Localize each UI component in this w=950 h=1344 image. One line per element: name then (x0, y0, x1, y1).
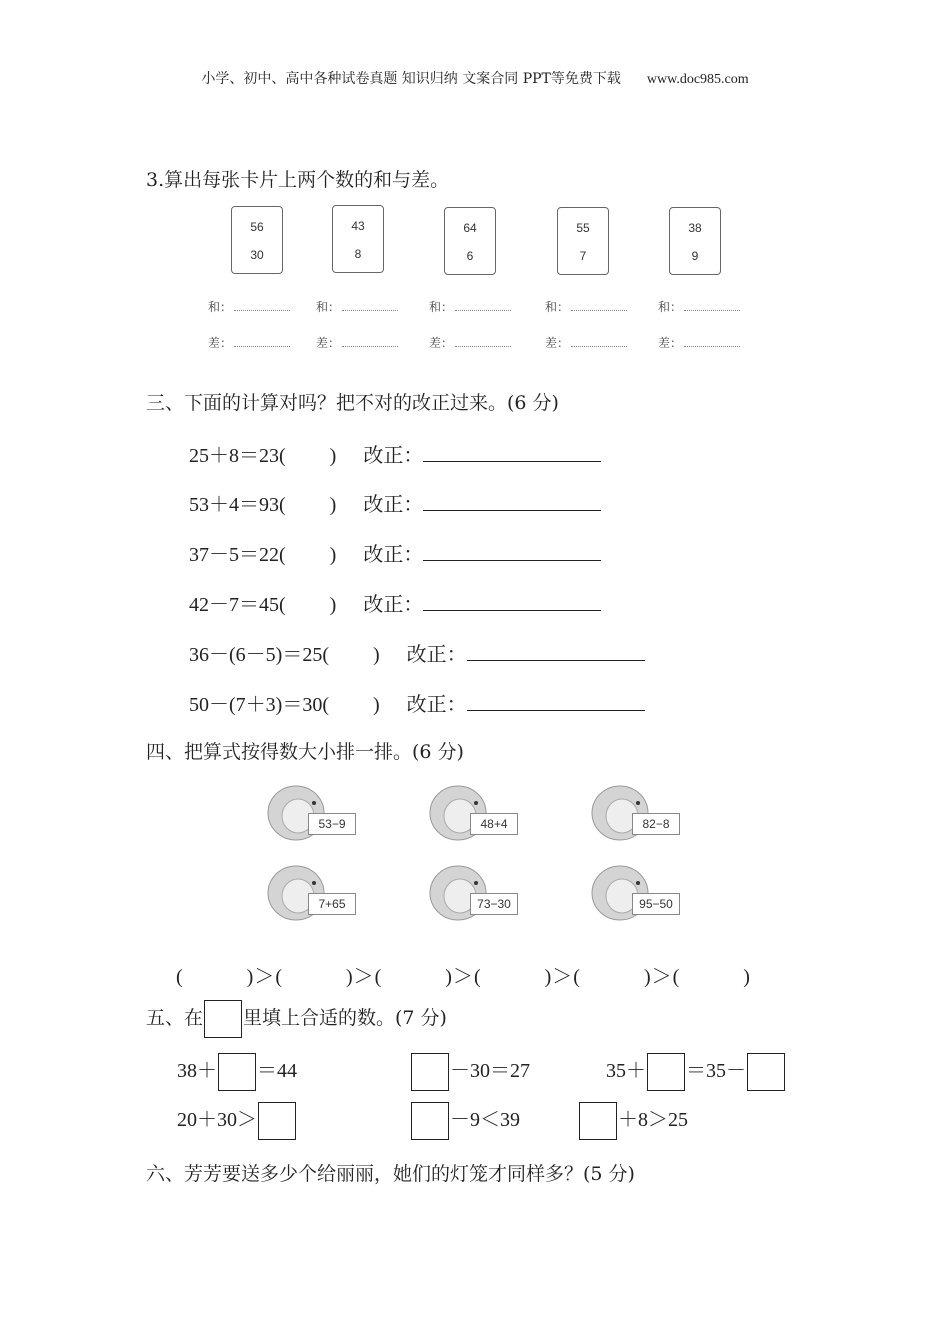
correction-row (189, 638, 645, 667)
diff-blank[interactable] (316, 334, 398, 351)
card-number-bottom: 30 (250, 248, 264, 262)
equation: 36－(6－5)＝25( (189, 644, 329, 666)
eq-text: 35＋ (606, 1060, 646, 1082)
header-text: 小学、初中、高中各种试卷真题 知识归纳 文案合同 PPT等免费下载 (201, 71, 621, 87)
equation: 50－(7＋3)＝30( (189, 694, 329, 716)
answer-box[interactable] (258, 1102, 296, 1140)
correction-row (189, 488, 601, 517)
answer-box[interactable] (411, 1053, 449, 1091)
section-4-title: 四、把算式按得数大小排一排。(6 分) (146, 741, 464, 763)
fill-equation (606, 1052, 786, 1091)
correction-row (189, 439, 601, 468)
diff-label: 差： (545, 336, 570, 350)
example-box (204, 1000, 242, 1038)
fill-equation (177, 1052, 297, 1091)
eq-text: ＋8＞25 (618, 1109, 688, 1131)
fix-answer-line[interactable] (467, 642, 645, 661)
diff-blank[interactable] (545, 334, 627, 351)
answer-box[interactable] (747, 1053, 785, 1091)
card-number-top: 55 (576, 221, 590, 235)
page-header (0, 68, 950, 88)
expression-label: 48+4 (470, 813, 518, 835)
hedgehog-card (590, 863, 690, 923)
card-number-bottom: 6 (466, 249, 474, 263)
sum-label: 和： (429, 300, 454, 314)
paren-close: ) (329, 494, 337, 516)
hedgehog-card (266, 863, 366, 923)
card-number-bottom: 7 (579, 249, 587, 263)
section-6-title: 六、芳芳要送多少个给丽丽，她们的灯笼才同样多？(5 分) (146, 1163, 635, 1185)
diff-label: 差： (658, 336, 683, 350)
card-number-bottom: 9 (691, 249, 699, 263)
title-part-b: 里填上合适的数。(7 分) (243, 1007, 447, 1029)
fix-label: 改正： (406, 694, 467, 716)
eq-text: －30＝27 (450, 1060, 530, 1082)
fix-label: 改正： (363, 494, 424, 516)
section-3-title: 三、下面的计算对吗？把不对的改正过来。(6 分) (146, 392, 559, 414)
sum-blank[interactable] (658, 298, 740, 315)
paren-close: ) (372, 694, 380, 716)
card-number-top: 64 (463, 221, 477, 235)
expression-label: 7+65 (308, 893, 356, 915)
number-card (669, 207, 721, 275)
answer-box[interactable] (218, 1053, 256, 1091)
eq-text: ＝35－ (686, 1060, 746, 1082)
paren-close: ) (372, 644, 380, 666)
diff-blank[interactable] (208, 334, 290, 351)
fix-answer-line[interactable] (423, 592, 601, 611)
diff-blank[interactable] (429, 334, 511, 351)
number-card (444, 207, 496, 275)
equation: 42－7＝45( (189, 594, 286, 616)
eq-text: 38＋ (177, 1060, 217, 1082)
sum-blank[interactable] (545, 298, 627, 315)
header-site[interactable]: www.doc985.com (646, 72, 749, 87)
fill-equation (177, 1101, 297, 1140)
fix-answer-line[interactable] (467, 692, 645, 711)
paren-close: ) (329, 594, 337, 616)
fill-equation (410, 1101, 520, 1140)
diff-label: 差： (429, 336, 454, 350)
correction-row (189, 588, 601, 617)
hedgehog-card (428, 863, 528, 923)
number-card (332, 205, 384, 273)
sum-blank[interactable] (208, 298, 290, 315)
paren-close: ) (329, 445, 337, 467)
diff-label: 差： (208, 336, 233, 350)
expression-label: 82−8 (632, 813, 680, 835)
answer-box[interactable] (579, 1102, 617, 1140)
eq-text: －9＜39 (450, 1109, 520, 1131)
fix-label: 改正： (406, 644, 467, 666)
fill-equation (578, 1101, 688, 1140)
number-card (557, 207, 609, 275)
fill-equation (410, 1052, 530, 1091)
diff-label: 差： (316, 336, 341, 350)
number-card (231, 206, 283, 274)
diff-blank[interactable] (658, 334, 740, 351)
hedgehog-card (590, 783, 690, 843)
eq-text: ＝44 (257, 1060, 297, 1082)
sum-label: 和： (316, 300, 341, 314)
order-blanks[interactable]: ( )＞( )＞( )＞( )＞( )＞( ) (176, 966, 751, 988)
section-5-title (146, 1000, 447, 1038)
sum-label: 和： (545, 300, 570, 314)
q3-title: 3.算出每张卡片上两个数的和与差。 (146, 169, 450, 191)
answer-box[interactable] (647, 1053, 685, 1091)
card-number-top: 43 (351, 219, 365, 233)
fix-answer-line[interactable] (423, 492, 601, 511)
paren-close: ) (329, 544, 337, 566)
card-number-top: 38 (688, 221, 702, 235)
fix-answer-line[interactable] (423, 542, 601, 561)
fix-label: 改正： (363, 445, 424, 467)
sum-blank[interactable] (316, 298, 398, 315)
sum-label: 和： (658, 300, 683, 314)
card-number-top: 56 (250, 220, 264, 234)
fix-label: 改正： (363, 594, 424, 616)
equation: 53＋4＝93( (189, 494, 286, 516)
fix-label: 改正： (363, 544, 424, 566)
answer-box[interactable] (411, 1102, 449, 1140)
sum-label: 和： (208, 300, 233, 314)
expression-label: 95−50 (632, 893, 680, 915)
eq-text: 20＋30＞ (177, 1109, 257, 1131)
expression-label: 73−30 (470, 893, 518, 915)
correction-row (189, 538, 601, 567)
title-part-a: 五、在 (146, 1007, 204, 1029)
sum-blank[interactable] (429, 298, 511, 315)
hedgehog-card (428, 783, 528, 843)
equation: 25＋8＝23( (189, 445, 286, 467)
card-number-bottom: 8 (354, 247, 362, 261)
equation: 37－5＝22( (189, 544, 286, 566)
correction-row (189, 688, 645, 717)
expression-label: 53−9 (308, 813, 356, 835)
hedgehog-card (266, 783, 366, 843)
fix-answer-line[interactable] (423, 443, 601, 462)
